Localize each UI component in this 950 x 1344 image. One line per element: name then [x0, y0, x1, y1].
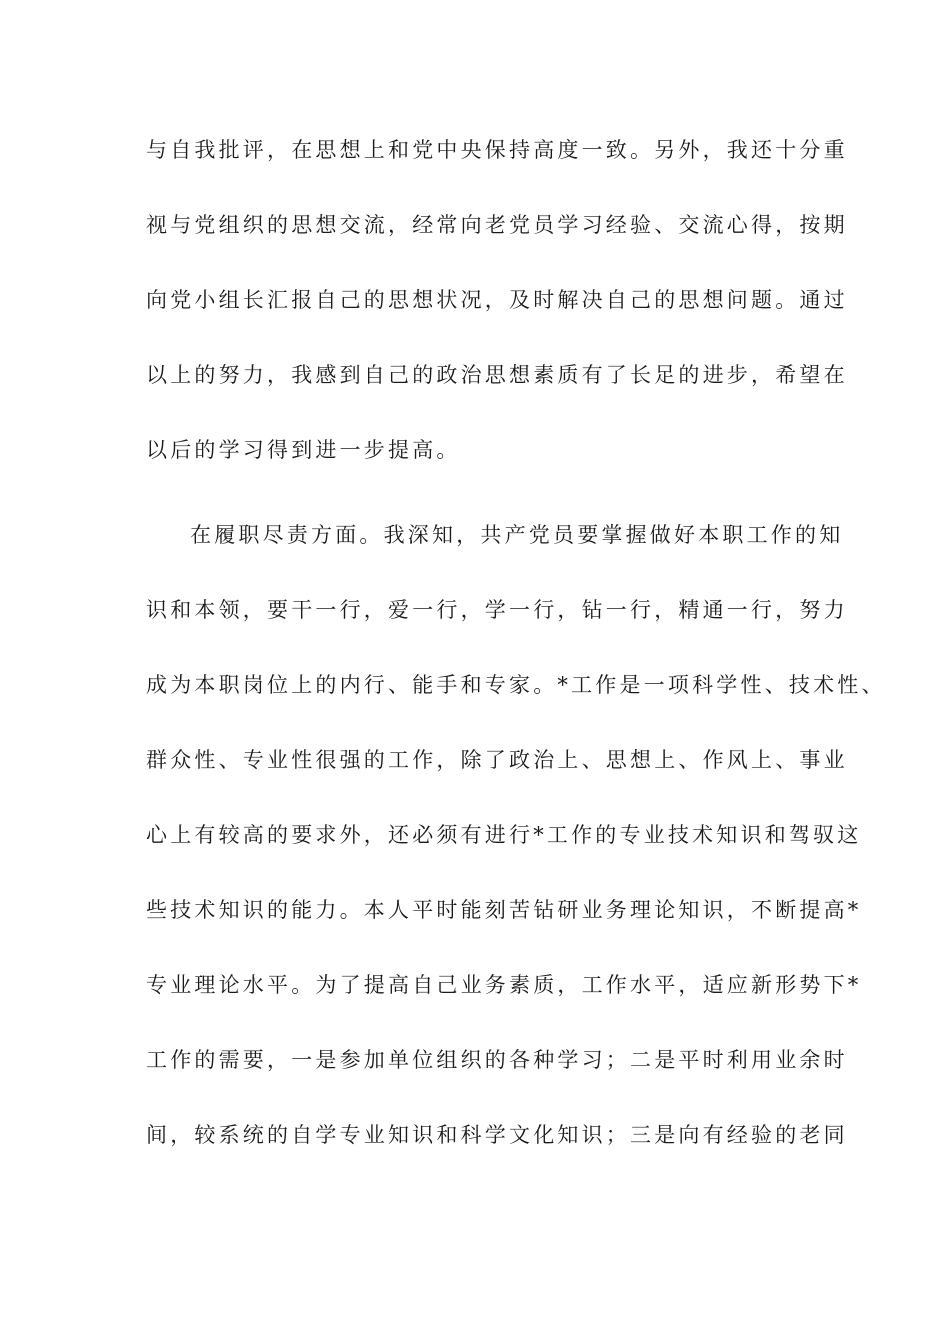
text-line: 以后的学习得到进一步提高。: [146, 438, 461, 462]
text-line: 工作的需要，一是参加单位组织的各种学习；二是平时利用业余时: [146, 1048, 848, 1072]
text-line: 间，较系统的自学专业知识和科学文化知识；三是向有经验的老同: [146, 1123, 848, 1147]
text-line: 成为本职岗位上的内行、能手和专家。*工作是一项科学性、技术性、: [146, 673, 886, 697]
text-line: 些技术知识的能力。本人平时能刻苦钻研业务理论知识，不断提高*: [146, 898, 862, 922]
text-line: 专业理论水平。为了提高自己业务素质，工作水平，适应新形势下*: [146, 973, 862, 997]
text-line: 与自我批评，在思想上和党中央保持高度一致。另外，我还十分重: [146, 138, 848, 162]
paragraph-first-line: 在履职尽责方面。我深知，共产党员要掌握做好本职工作的知: [190, 523, 844, 547]
text-line: 识和本领，要干一行，爱一行，学一行，钻一行，精通一行，努力: [146, 598, 848, 622]
text-line: 向党小组长汇报自己的思想状况，及时解决自己的思想问题。通过: [146, 288, 848, 312]
text-line: 群众性、专业性很强的工作，除了政治上、思想上、作风上、事业: [146, 748, 848, 772]
text-line: 心上有较高的要求外，还必须有进行*工作的专业技术知识和驾驭这: [146, 823, 862, 847]
text-line: 以上的努力，我感到自己的政治思想素质有了长足的进步，希望在: [146, 363, 848, 387]
text-line: 视与党组织的思想交流，经常向老党员学习经验、交流心得，按期: [146, 213, 848, 237]
